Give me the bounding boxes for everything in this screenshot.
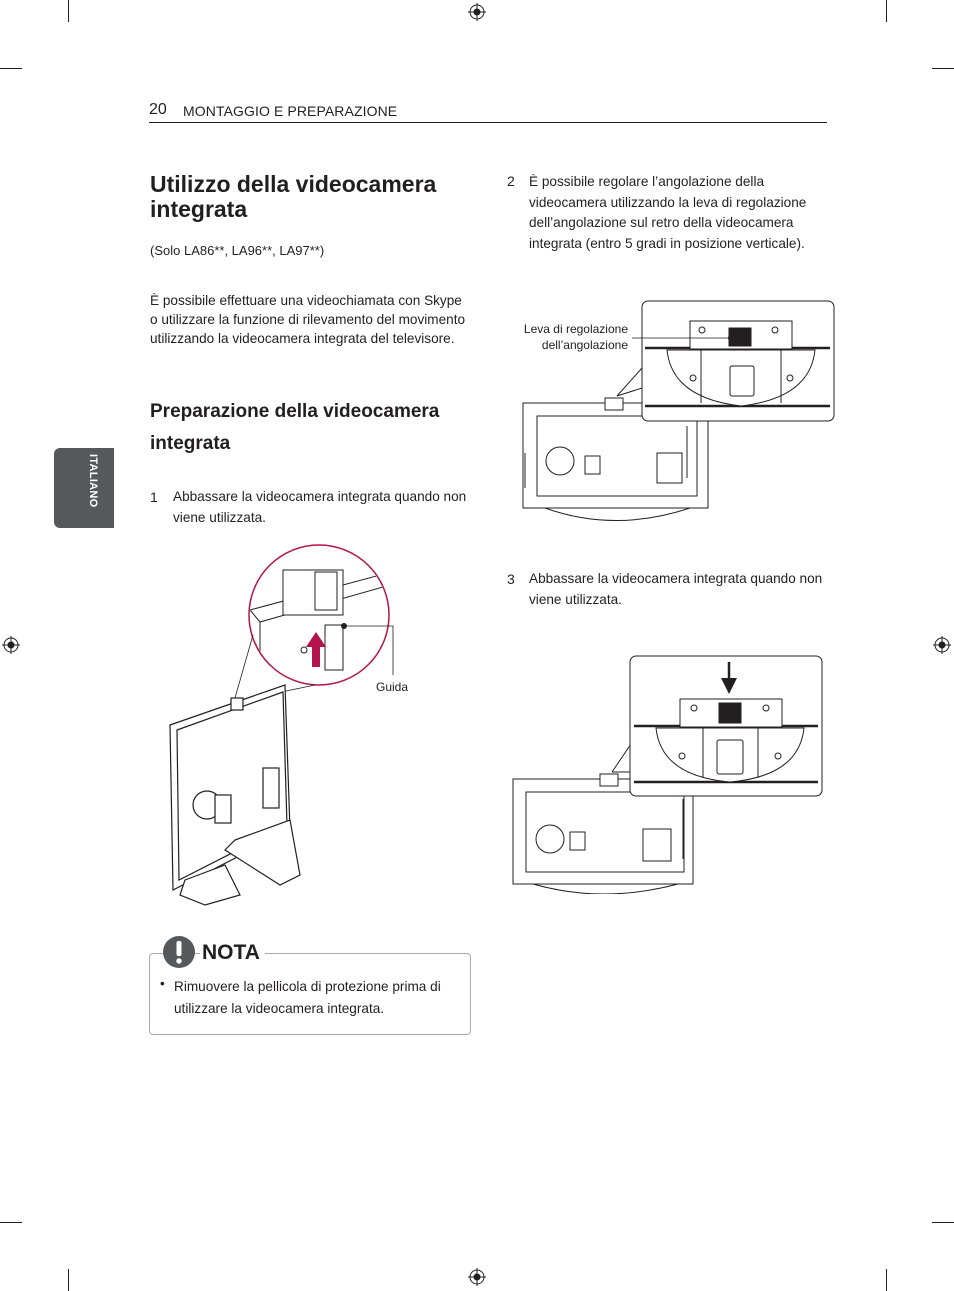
registration-mark-icon <box>468 3 486 21</box>
lever-label-line1: Leva di regolazione <box>523 322 628 336</box>
registration-mark-icon <box>933 636 951 654</box>
step-text: Abbassare la videocamera integrata quando non viene utilizzata. <box>173 489 467 525</box>
step-text: Abbassare la videocamera integrata quando non viene utilizzata. <box>529 571 823 607</box>
crop-mark <box>932 68 954 69</box>
figure-camera-raise <box>165 540 435 910</box>
crop-mark <box>68 1269 69 1291</box>
registration-mark-icon <box>2 636 20 654</box>
section-title: MONTAGGIO E PREPARAZIONE <box>183 103 398 119</box>
note-bullet: • <box>160 976 165 991</box>
crop-mark <box>0 68 22 69</box>
lever-label-line2: dell’angolazione <box>541 338 628 352</box>
subheading: Preparazione della videocamera integrata <box>150 401 440 454</box>
language-tab-label: ITALIANO <box>87 454 99 508</box>
step-text: È possibile regolare l’angolazione della videocamera utilizzando la leva di regolazione dell’angolazione sul retro della videocamera integrata (entro 5 gradi in posizione verticale). <box>529 174 807 251</box>
exclamation-icon <box>162 935 196 969</box>
step-number: 2 <box>507 173 515 189</box>
intro-paragraph: È possibile effettuare una videochiamata con Skype o utilizzare la funzione di rilevamento del movimento utilizzando la videocamera integrata del televisore. <box>150 293 466 346</box>
note-text: Rimuovere la pellicola di protezione prima di utilizzare la videocamera integrata. <box>174 979 441 1016</box>
header-rule <box>149 122 827 123</box>
figure-camera-lower <box>508 654 826 894</box>
crop-mark <box>0 1222 22 1223</box>
crop-mark <box>886 1269 887 1291</box>
guide-label: Guida <box>376 680 409 694</box>
crop-mark <box>886 0 887 22</box>
page-title: Utilizzo della videocamera integrata <box>150 171 437 222</box>
step-number: 3 <box>507 571 515 587</box>
models-note: (Solo LA86**, LA96**, LA97**) <box>150 243 325 258</box>
crop-mark <box>68 0 69 22</box>
registration-mark-icon <box>468 1268 486 1286</box>
crop-mark <box>932 1222 954 1223</box>
language-tab <box>54 448 114 528</box>
note-title: NOTA <box>200 941 265 965</box>
page-number: 20 <box>149 101 167 118</box>
step-number: 1 <box>150 489 158 505</box>
